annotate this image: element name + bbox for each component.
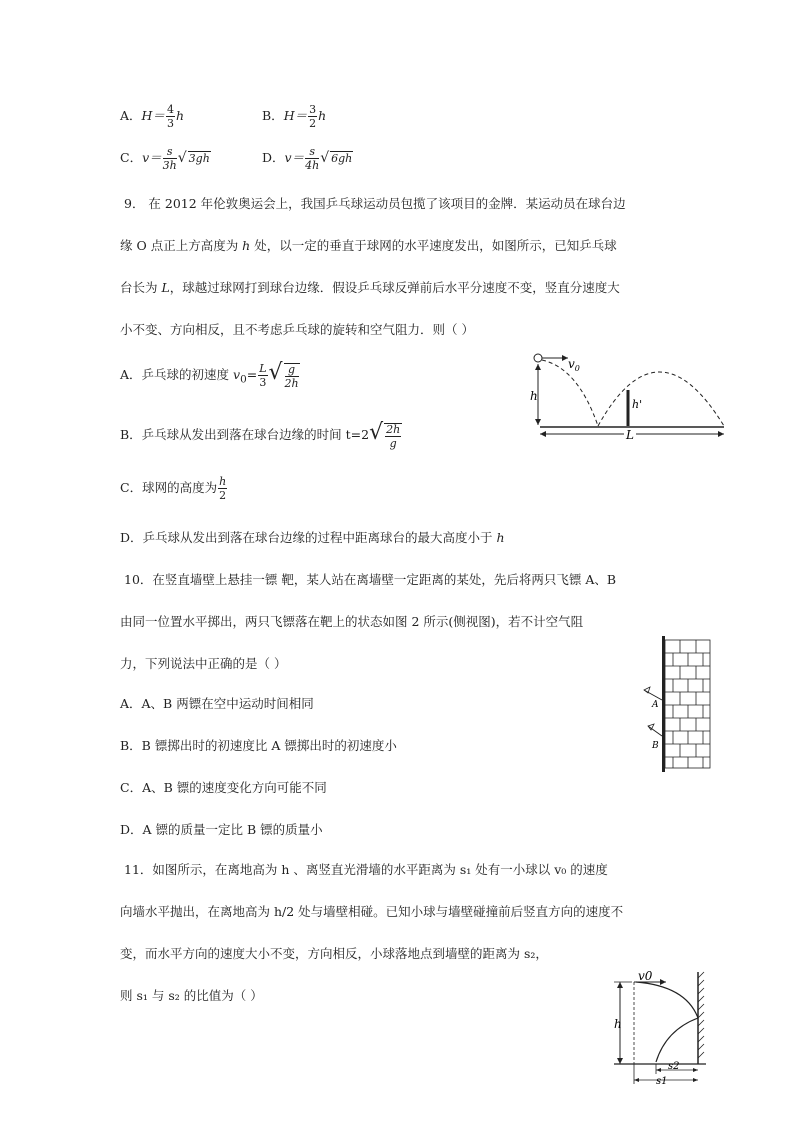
q9-option-d: D．乒乓球从发出到落在球台边缘的过程中距离球台的最大高度小于 h: [120, 530, 505, 545]
q11-stem-line2: 向墙水平抛出，在离地高为 h/2 处与墙壁相碰。已知小球与墙壁碰撞前后竖直方向的速度不: [120, 904, 624, 919]
q9-option-b: B．乒乓球从发出到落在球台边缘的时间 t=2√ $\frac{2h}{g}$: [120, 420, 401, 450]
q11-wall-projectile-figure: [606, 966, 710, 1086]
q10-option-c: C．A、B 镖的速度变化方向可能不同: [120, 780, 327, 795]
q9-stem-line1: 9． 在 2012 年伦敦奥运会上，我国乒乓球运动员包揽了该项目的金牌．某运动员在球台边: [124, 196, 626, 211]
q9-option-a: A．乒乓球的初速度 $v_0=$ $\frac{L}{3}$ √ $\frac{g}{2h}$: [120, 360, 299, 390]
q10-stem-line1: 10．在竖直墙壁上悬挂一镖 靶，某人站在离墙壁一定距离的某处，先后将两只飞镖 A、B: [124, 572, 617, 587]
q10-dartboard-wall-figure: [636, 636, 716, 772]
q11-stem-line1: 11．如图所示，在离地高为 h 、离竖直光滑墙的水平距离为 s₁ 处有一小球以 v₀ 的速度: [124, 862, 608, 877]
q9-stem-line4: 小不变、方向相反，且不考虑乒乓球的旋转和空气阻力．则（ ）: [120, 322, 474, 337]
q10-option-b: B．B 镖掷出时的初速度比 A 镖掷出时的初速度小: [120, 738, 397, 753]
fig-hprime-label: h': [632, 398, 643, 411]
q10-stem-line2: 由同一位置水平掷出，两只飞镖落在靶上的状态如图 2 所示(侧视图)，若不计空气阻: [120, 614, 584, 629]
q8-option-b: B．H＝ $\frac{3}{2}$ h: [262, 103, 327, 130]
q10-option-a: A．A、B 两镖在空中运动时间相同: [120, 696, 314, 711]
fig-s2-label: s2: [668, 1061, 680, 1072]
q9-option-c: C．球网的高度为 $\frac{h}{2}$: [120, 475, 227, 502]
q11-stem-line4: 则 s₁ 与 s₂ 的比值为（ ）: [120, 988, 263, 1003]
fig-B-label: B: [652, 741, 659, 751]
q9-table-tennis-figure: [528, 348, 728, 440]
q10-stem-line3: 力，下列说法中正确的是（ ）: [120, 656, 287, 671]
ball-icon: [534, 354, 542, 362]
q9-stem-line3: 台长为 L，球越过球网打到球台边缘．假设乒乓球反弹前后水平分速度不变，竖直分速度大: [120, 280, 620, 295]
dart-b-icon: [648, 724, 662, 736]
fig-L-label: L: [626, 428, 634, 440]
fig-h-label: h: [614, 1017, 622, 1031]
q8-option-a: A．H＝ $\frac{4}{3}$ h: [120, 103, 184, 130]
q8-option-d: D．v＝ $\frac{s}{4h}$ √ 6gh: [262, 145, 353, 172]
dart-a-icon: [644, 687, 662, 700]
fig-h-label: h: [530, 389, 538, 403]
fig-A-label: A: [652, 700, 659, 710]
fig-s1-label: s1: [656, 1076, 668, 1086]
q10-option-d: D．A 镖的质量一定比 B 镖的质量小: [120, 822, 323, 837]
q9-stem-line2: 缘 O 点正上方高度为 h 处，以一定的垂直于球网的水平速度发出，如图所示，已知乒乓球: [120, 238, 617, 253]
q11-stem-line3: 变，而水平方向的速度大小不变，方向相反，小球落地点到墙壁的距离为 s₂，: [120, 946, 548, 961]
fig-v0-label: $v_0$: [568, 357, 580, 373]
fig-v0-label: v0: [638, 969, 653, 983]
q8-option-c: C．v＝ $\frac{s}{3h}$ √ 3gh: [120, 145, 210, 172]
